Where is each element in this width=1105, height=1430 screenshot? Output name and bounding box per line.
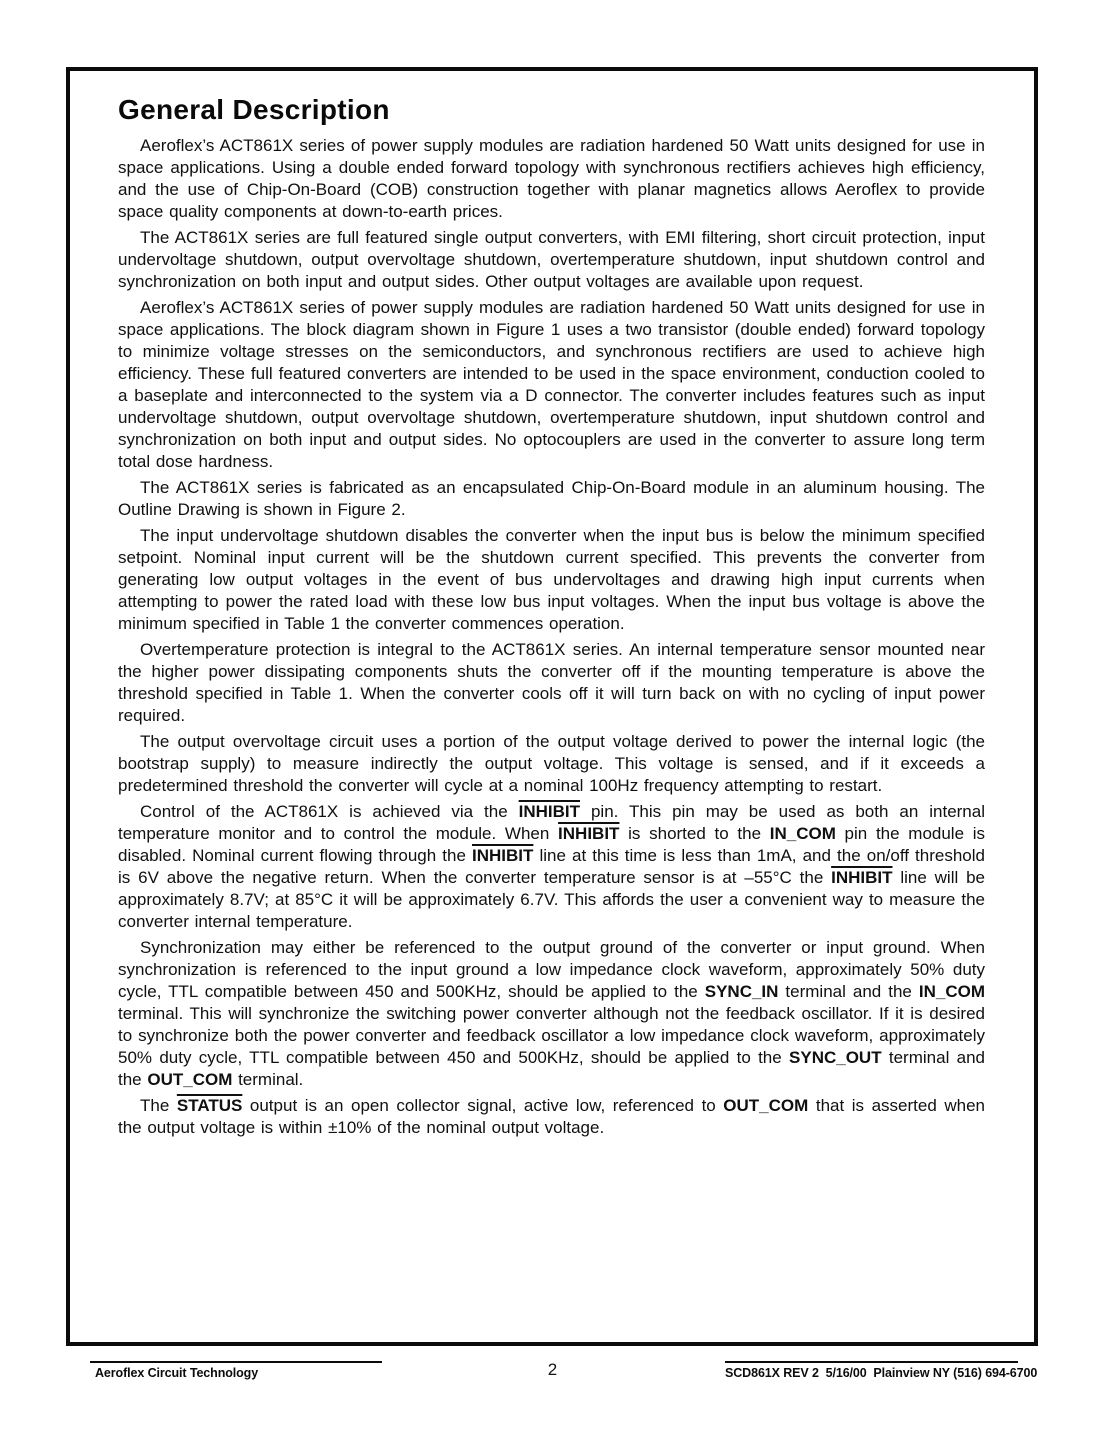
text-segment: The output overvoltage circuit uses a portion of the output voltage derived to power the internal logic (the bootstrap supply) to measure indirectly the output voltage. This voltage is sensed, and if it exceeds a predetermined threshold the converter will cycle at a nominal 100Hz frequency attempting to restart. — [118, 732, 985, 795]
text-segment: terminal and the — [778, 982, 919, 1001]
text-segment: The — [140, 1096, 177, 1115]
signal-name: OUT_COM — [147, 1070, 233, 1089]
text-segment: terminal. This will synchronize the switching power converter although not the feedback oscillator. If it is desired to synchronize both the power converter and feedback oscillator a low impedance clock waveform, approximately 50% duty cycle, TTL compatible between 450 and 500KHz, should be applied to the — [118, 1004, 985, 1067]
text-segment: pin. This pin may be used as both an internal temperature monitor and to control the module. When — [118, 802, 985, 843]
text-segment: line will be approximately 8.7V; at 85°C it will be approximately 6.7V. This affords the user a convenient way to measure the converter internal temperature. — [118, 868, 985, 931]
signal-name: STATUS — [176, 1096, 243, 1115]
text-segment: output is an open collector signal, active low, referenced to — [242, 1096, 724, 1115]
signal-name: INHIBIT — [472, 846, 534, 865]
signal-name: IN_COM — [918, 982, 985, 1001]
text-segment: terminal and the — [118, 1048, 985, 1089]
text-segment: The ACT861X series is fabricated as an encapsulated Chip-On-Board module in an aluminum housing. The Outline Drawing is shown in Figure 2. — [118, 478, 985, 519]
signal-name: SYNC_IN — [704, 982, 779, 1001]
paragraph — [118, 297, 985, 473]
signal-name: IN_COM — [769, 824, 836, 843]
signal-name: INHIBIT — [558, 824, 620, 843]
page-number: 2 — [547, 1360, 558, 1379]
text-segment: terminal. — [232, 1070, 304, 1089]
text-segment: Control of the ACT861X is achieved via the — [140, 802, 519, 821]
text-segment: Aeroflex’s ACT861X series of power supply modules are radiation hardened 50 Watt units designed for use in space applications. Using a double ended forward topology with synchronous rectifiers achieves high efficiency, and the use of Chip-On-Board (COB) construction together with planar magnetics allows Aeroflex to provide space quality components at down-to-earth prices. — [118, 136, 985, 221]
paragraph — [118, 477, 985, 521]
paragraph — [118, 135, 985, 223]
paragraph — [118, 801, 985, 933]
signal-name: OUT_COM — [723, 1096, 809, 1115]
paragraph — [118, 227, 985, 293]
footer-company-name: Aeroflex Circuit Technology — [95, 1366, 259, 1380]
text-segment: Synchronization may either be referenced to the output ground of the converter or input ground. When synchronization is referenced to the input ground a low impedance clock waveform, approximately 50% duty cycle, TTL compatible between 450 and 500KHz, should be applied to the — [118, 938, 985, 1001]
footer-right-rule — [725, 1361, 1018, 1363]
text-segment: The ACT861X series are full featured single output converters, with EMI filtering, short circuit protection, input undervoltage shutdown, output overvoltage shutdown, overtemperature shutdown, input shutdown control and synchronization on both input and output sides. Other output voltages are available upon request. — [118, 228, 985, 291]
page-title: General Description — [118, 94, 390, 125]
text-segment: that is asserted when the output voltage is within ±10% of the nominal output voltage. — [118, 1096, 985, 1137]
text-segment: is shorted to the — [619, 824, 770, 843]
paragraph — [118, 937, 985, 1091]
text-segment: Aeroflex’s ACT861X series of power supply modules are radiation hardened 50 Watt units designed for use in space applications. The block diagram shown in Figure 1 uses a two transistor (double ended) forward topology to minimize voltage stresses on the semiconductors, and synchronous rectifiers are used to achieve high efficiency. These full featured converters are intended to be used in the space environment, conduction cooled to a baseplate and interconnected to the system via a D connector. The converter includes features such as input undervoltage shutdown, output overvoltage shutdown, overtemperature shutdown, input shutdown control and synchronization on both input and output sides. No optocouplers are used in the converter to assure long term total dose hardness. — [118, 298, 985, 471]
body-paragraphs — [118, 135, 985, 1139]
paragraph — [118, 525, 985, 635]
text-segment: pin the module is disabled. Nominal current flowing through the — [118, 824, 986, 865]
text-segment: The input undervoltage shutdown disables the converter when the input bus is below the minimum specified setpoint. Nominal input current will be the shutdown current specified. This prevents the converter from generating low output voltages in the event of bus undervoltages and drawing high input currents when attempting to power the rated load with these low bus input voltages. When the input bus voltage is above the minimum specified in Table 1 the converter commences operation. — [118, 526, 985, 633]
text-segment: line at this time is less than 1mA, and the on/off threshold is 6V above the negative return. When the converter temperature sensor is at –55°C the — [118, 846, 985, 887]
footer-doc-revision: SCD861X REV 2 5/16/00 Plainview NY (516) 694-6700 — [725, 1366, 1038, 1380]
paragraph — [118, 731, 985, 797]
signal-name: INHIBIT — [518, 802, 581, 821]
page-border-frame — [66, 67, 1038, 1346]
signal-name: INHIBIT — [831, 868, 893, 887]
signal-name: SYNC_OUT — [789, 1048, 882, 1067]
text-segment: Overtemperature protection is integral to the ACT861X series. An internal temperature sensor mounted near the higher power dissipating components shuts the converter off if the mounting temperature is above the threshold specified in Table 1. When the converter cools off it will turn back on with no cycling of input power required. — [118, 640, 985, 725]
paragraph — [118, 639, 985, 727]
content-area — [70, 71, 1034, 1139]
paragraph — [118, 1095, 985, 1139]
